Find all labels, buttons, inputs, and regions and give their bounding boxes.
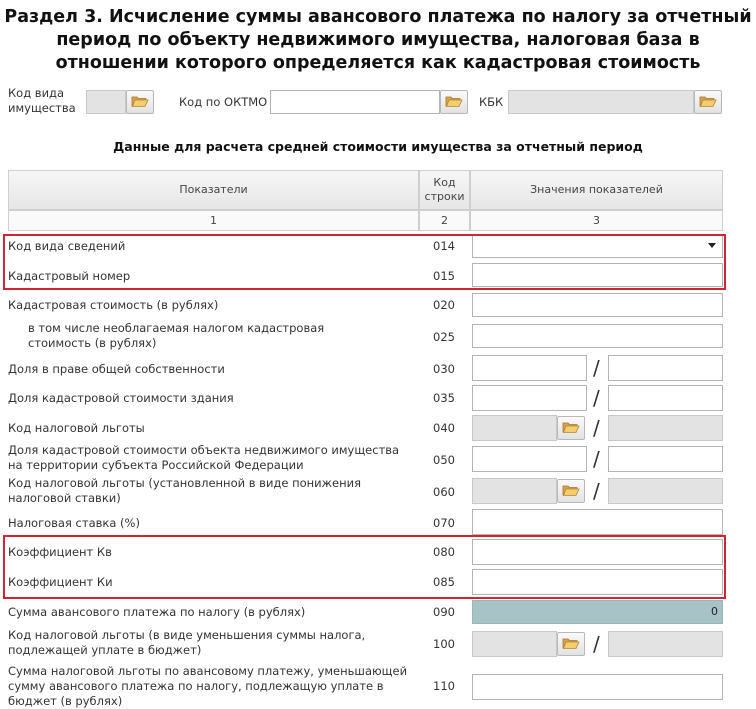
header-indicators: Показатели bbox=[8, 170, 419, 210]
ki-coefficient-field[interactable] bbox=[472, 569, 723, 595]
tax-benefit-code-lookup-button[interactable] bbox=[557, 416, 585, 440]
fraction-separator: / bbox=[593, 386, 600, 410]
row-label: Доля кадастровой стоимости объекта недвижимого имущества на территории субъекта Российской Федерации bbox=[8, 443, 400, 472]
folder-open-icon bbox=[562, 419, 580, 438]
kbk-lookup-button[interactable] bbox=[694, 90, 722, 114]
row-label: Налоговая ставка (%) bbox=[8, 516, 140, 530]
row-label: Сумма налоговой льготы по авансовому платежу, уменьшающей сумму авансового платежа по налогу, подлежащую уплате в бюджет (в рублях) bbox=[8, 664, 408, 708]
amount-reduction-param-field[interactable] bbox=[608, 631, 723, 657]
tax-rate-field[interactable] bbox=[472, 509, 723, 535]
section-heading: Данные для расчета средней стоимости имущества за отчетный период bbox=[113, 139, 643, 154]
header-num-3: 3 bbox=[470, 210, 723, 231]
row-code: 025 bbox=[433, 330, 455, 344]
row-code: 020 bbox=[433, 298, 455, 312]
fraction-separator: / bbox=[593, 356, 600, 380]
row-label: Кадастровый номер bbox=[8, 269, 131, 283]
benefit-amount-field[interactable] bbox=[472, 674, 723, 700]
row-label: Код налоговой льготы (в виде уменьшения суммы налога, подлежащей уплате в бюджет) bbox=[8, 628, 366, 657]
property-code-lookup-button[interactable] bbox=[126, 90, 154, 114]
chevron-down-icon bbox=[708, 243, 716, 248]
header-num-2: 2 bbox=[419, 210, 470, 231]
ownership-share-numerator[interactable] bbox=[472, 355, 587, 381]
row-code: 070 bbox=[433, 516, 455, 530]
fraction-separator: / bbox=[593, 447, 600, 471]
property-code-label: Код вида имущества bbox=[8, 86, 76, 115]
header-values: Значения показателей bbox=[470, 170, 723, 210]
header-line-code: Код строки bbox=[419, 170, 470, 210]
amount-reduction-benefit-field[interactable] bbox=[472, 631, 557, 657]
row-label: Код вида сведений bbox=[8, 239, 126, 253]
header-num-1: 1 bbox=[8, 210, 419, 231]
fraction-separator: / bbox=[593, 479, 600, 503]
row-label: Коэффициент Ки bbox=[8, 575, 113, 589]
kbk-field[interactable] bbox=[508, 90, 694, 114]
row-code: 060 bbox=[433, 485, 455, 499]
advance-payment-amount-field: 0 bbox=[472, 600, 723, 624]
row-code: 080 bbox=[433, 545, 455, 559]
row-label: в том числе необлагаемая налогом кадастровая стоимость (в рублях) bbox=[28, 321, 325, 350]
row-code: 035 bbox=[433, 391, 455, 405]
folder-open-icon bbox=[562, 635, 580, 654]
row-code: 030 bbox=[433, 362, 455, 376]
folder-open-icon bbox=[131, 93, 149, 112]
region-share-denominator[interactable] bbox=[608, 446, 723, 472]
oktmo-label: Код по ОКТМО bbox=[179, 95, 268, 109]
kbk-label: КБК bbox=[479, 95, 504, 109]
row-label: Доля кадастровой стоимости здания bbox=[8, 391, 234, 405]
row-label: Кадастровая стоимость (в рублях) bbox=[8, 298, 219, 312]
tax-benefit-code-field[interactable] bbox=[472, 415, 557, 441]
reduced-rate-param-field[interactable] bbox=[608, 478, 723, 504]
section-title: Раздел 3. Исчисление суммы авансового платежа по налогу за отчетный период по объекту недвижимого имущества, налоговая база в отношении которого определяется как кадастровая стоимость bbox=[4, 7, 752, 73]
row-label: Код налоговой льготы bbox=[8, 421, 145, 435]
row-label: Сумма авансового платежа по налогу (в рублях) bbox=[8, 605, 306, 619]
folder-open-icon bbox=[562, 482, 580, 501]
row-label: Доля в праве общей собственности bbox=[8, 362, 225, 376]
reduced-rate-benefit-field[interactable] bbox=[472, 478, 557, 504]
row-code: 110 bbox=[433, 679, 455, 693]
oktmo-field[interactable] bbox=[270, 90, 440, 114]
cadastral-number-field[interactable] bbox=[472, 263, 723, 287]
row-code: 050 bbox=[433, 453, 455, 467]
fraction-separator: / bbox=[593, 632, 600, 656]
region-share-numerator[interactable] bbox=[472, 446, 587, 472]
row-label: Код налоговой льготы (установленной в виде понижения налоговой ставки) bbox=[8, 476, 362, 505]
row-code: 085 bbox=[433, 575, 455, 589]
row-code: 100 bbox=[433, 637, 455, 651]
oktmo-lookup-button[interactable] bbox=[440, 90, 468, 114]
reduced-rate-benefit-lookup-button[interactable] bbox=[557, 479, 585, 503]
property-code-field[interactable] bbox=[86, 90, 126, 114]
folder-open-icon bbox=[699, 93, 717, 112]
building-share-numerator[interactable] bbox=[472, 385, 587, 411]
folder-open-icon bbox=[445, 93, 463, 112]
fraction-separator: / bbox=[593, 416, 600, 440]
kv-coefficient-field[interactable] bbox=[472, 539, 723, 565]
info-type-select[interactable] bbox=[472, 234, 723, 258]
amount-reduction-benefit-lookup-button[interactable] bbox=[557, 632, 585, 656]
cadastral-value-field[interactable] bbox=[472, 293, 723, 317]
non-taxable-value-field[interactable] bbox=[472, 324, 723, 348]
row-code: 040 bbox=[433, 421, 455, 435]
row-code: 090 bbox=[433, 605, 455, 619]
row-label: Коэффициент Кв bbox=[8, 545, 112, 559]
row-code: 014 bbox=[433, 239, 455, 253]
building-share-denominator[interactable] bbox=[608, 385, 723, 411]
tax-benefit-param-field[interactable] bbox=[608, 415, 723, 441]
ownership-share-denominator[interactable] bbox=[608, 355, 723, 381]
row-code: 015 bbox=[433, 269, 455, 283]
